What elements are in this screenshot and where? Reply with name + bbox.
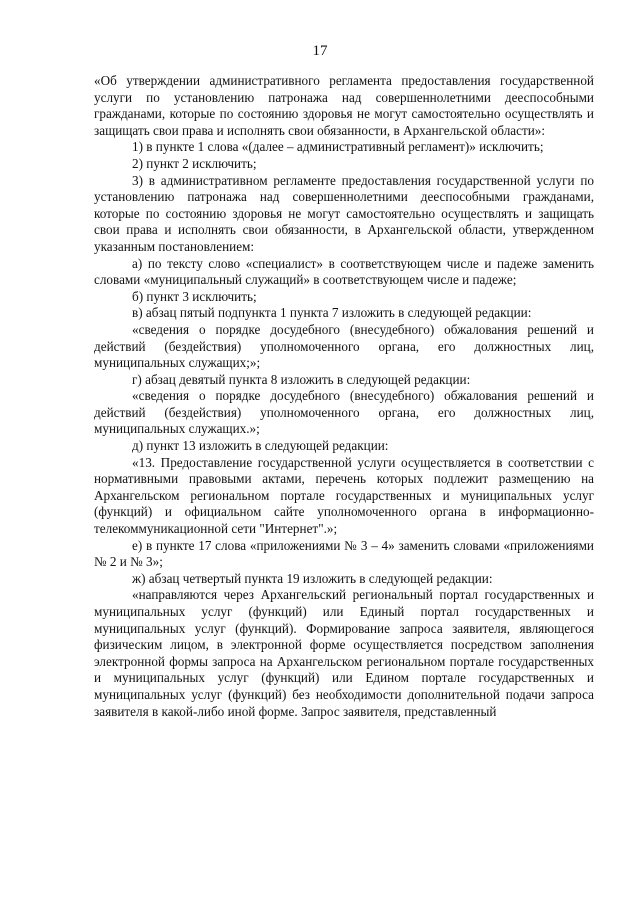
paragraph: ж) абзац четвертый пункта 19 изложить в следующей редакции: xyxy=(132,570,493,586)
paragraph: «сведения о порядке досудебного (внесудебного) обжалования решений и действий (бездействия) уполномоченного органа, его должностных лиц, муниципальных служащих;»; xyxy=(94,321,594,371)
paragraph: б) пункт 3 исключить; xyxy=(132,288,257,304)
paragraph: «13. Предоставление государственной услуги осуществляется в соответствии с нормативными правовыми актами, перечень которых подлежит размещению на Архангельском региональном портале государственных и муниципальных услуг (функций) и официальном сайте уполномоченного органа в информационно-телекоммуникационной сети "Интернет".»; xyxy=(94,454,594,537)
paragraph: е) в пункте 17 слова «приложениями № 3 – 4» заменить словами «приложениями № 2 и № 3»; xyxy=(94,537,594,570)
paragraph: г) абзац девятый пункта 8 изложить в следующей редакции: xyxy=(132,371,471,387)
paragraph: а) по тексту слово «специалист» в соответствующем числе и падеже заменить словами «муниципальный служащий» в соответствующем числе и падеже; xyxy=(94,255,594,288)
document-body xyxy=(94,73,594,720)
paragraph: «Об утверждении административного регламента предоставления государственной услуги по установлению патронажа над совершеннолетними дееспособными гражданами, которые по состоянию здоровья не могут самостоятельно осуществлять и защищать свои права и исполнять свои обязанности, в Архангельской области»: xyxy=(94,73,594,138)
paragraph: «сведения о порядке досудебного (внесудебного) обжалования решений и действий (бездействия) уполномоченного органа, его должностных лиц, муниципальных служащих.»; xyxy=(94,388,594,437)
paragraph: 1) в пункте 1 слова «(далее – административный регламент)» исключить; xyxy=(132,139,544,155)
paragraph: 2) пункт 2 исключить; xyxy=(132,155,257,171)
paragraph: «направляются через Архангельский региональный портал государственных и муниципальных услуг (функций) или Единый портал государственных и муниципальных услуг (функций). Формирование запроса заявителя, являющегося физическим лицом, в электронной форме осуществляется посредством заполнения электронной формы запроса на Архангельском региональном портале государственных и муниципальных услуг (функций) или Едином портале государственных и муниципальных услуг (функций) без необходимости дополнительной подачи запроса заявителя в какой-либо иной форме. Запрос заявителя, представленный xyxy=(94,587,594,719)
paragraph: д) пункт 13 изложить в следующей редакции: xyxy=(132,438,389,454)
paragraph: в) абзац пятый подпункта 1 пункта 7 изложить в следующей редакции: xyxy=(132,305,532,321)
paragraph: 3) в административном регламенте предоставления государственной услуги по установлению патронажа над совершеннолетними дееспособными гражданами, которые по состоянию здоровья не могут самостоятельно осуществлять и защищать свои права и исполнять свои обязанности, в Архангельской области, утвержденном указанным постановлением: xyxy=(94,172,594,254)
page-number: 17 xyxy=(312,43,328,59)
